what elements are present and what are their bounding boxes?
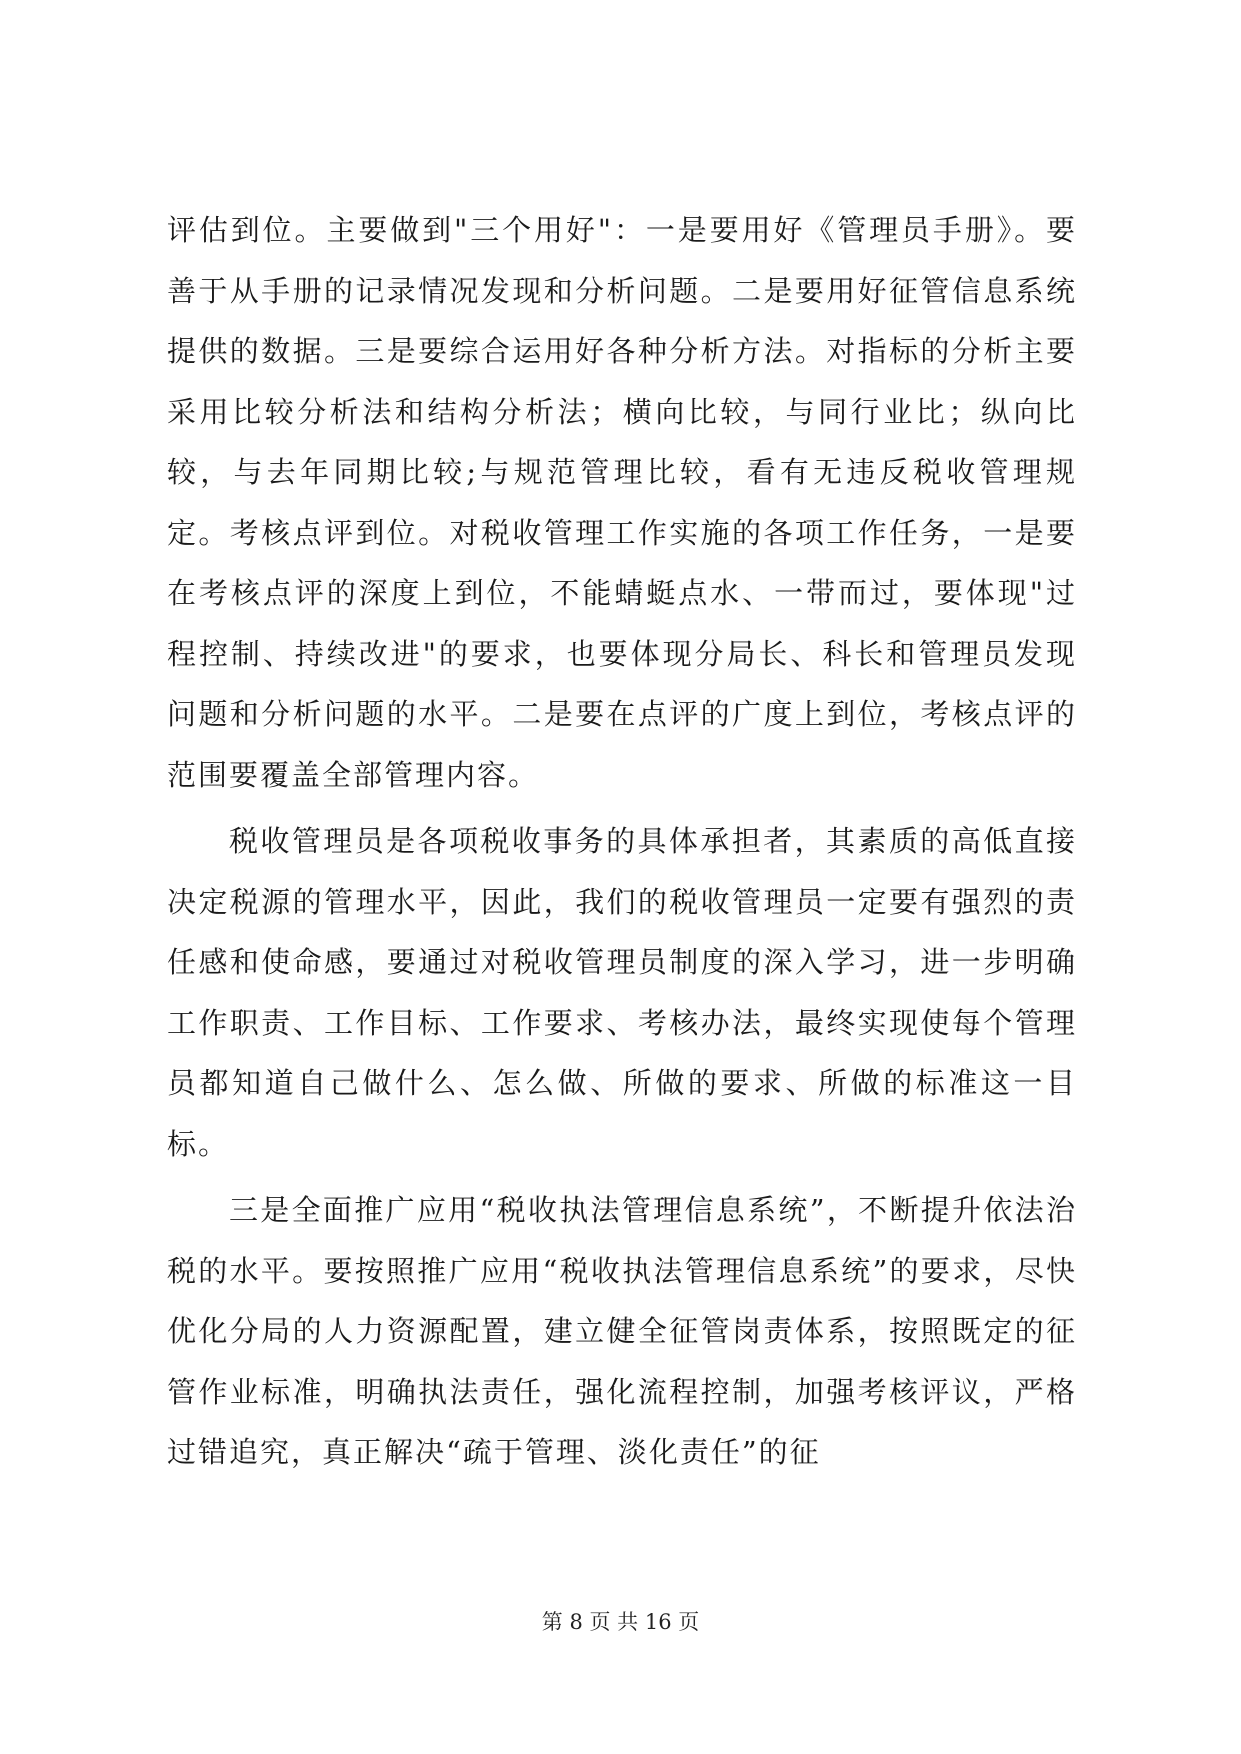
- paragraph-2: 税收管理员是各项税收事务的具体承担者，其素质的高低直接决定税源的管理水平，因此，我们的税收管理员一定要有强烈的责任感和使命感，要通过对税收管理员制度的深入学习，进一步明确工作职责、工作目标、工作要求、考核办法，最终实现使每个管理员都知道自己做什么、怎么做、所做的要求、所做的标准这一目标。: [167, 824, 1077, 1161]
- document-body: [167, 200, 1077, 1489]
- page-number-footer: 第 8 页 共 16 页: [541, 1610, 700, 1634]
- paragraph-1: 评估到位。主要做到"三个用好"：一是要用好《管理员手册》。要善于从手册的记录情况发现和分析问题。二是要用好征管信息系统提供的数据。三是要综合运用好各种分析方法。对指标的分析主要采用比较分析法和结构分析法；横向比较，与同行业比；纵向比较，与去年同期比较;与规范管理比较，看有无违反税收管理规定。考核点评到位。对税收管理工作实施的各项工作任务，一是要在考核点评的深度上到位，不能蜻蜓点水、一带而过，要体现"过程控制、持续改进"的要求，也要体现分局长、科长和管理员发现问题和分析问题的水平。二是要在点评的广度上到位，考核点评的范围要覆盖全部管理内容。: [167, 213, 1077, 792]
- paragraph-3: 三是全面推广应用“税收执法管理信息系统”，不断提升依法治税的水平。要按照推广应用“税收执法管理信息系统”的要求，尽快优化分局的人力资源配置，建立健全征管岗责体系，按照既定的征管作业标准，明确执法责任，强化流程控制，加强考核评议，严格过错追究，真正解决“疏于管理、淡化责任”的征: [167, 1193, 1077, 1469]
